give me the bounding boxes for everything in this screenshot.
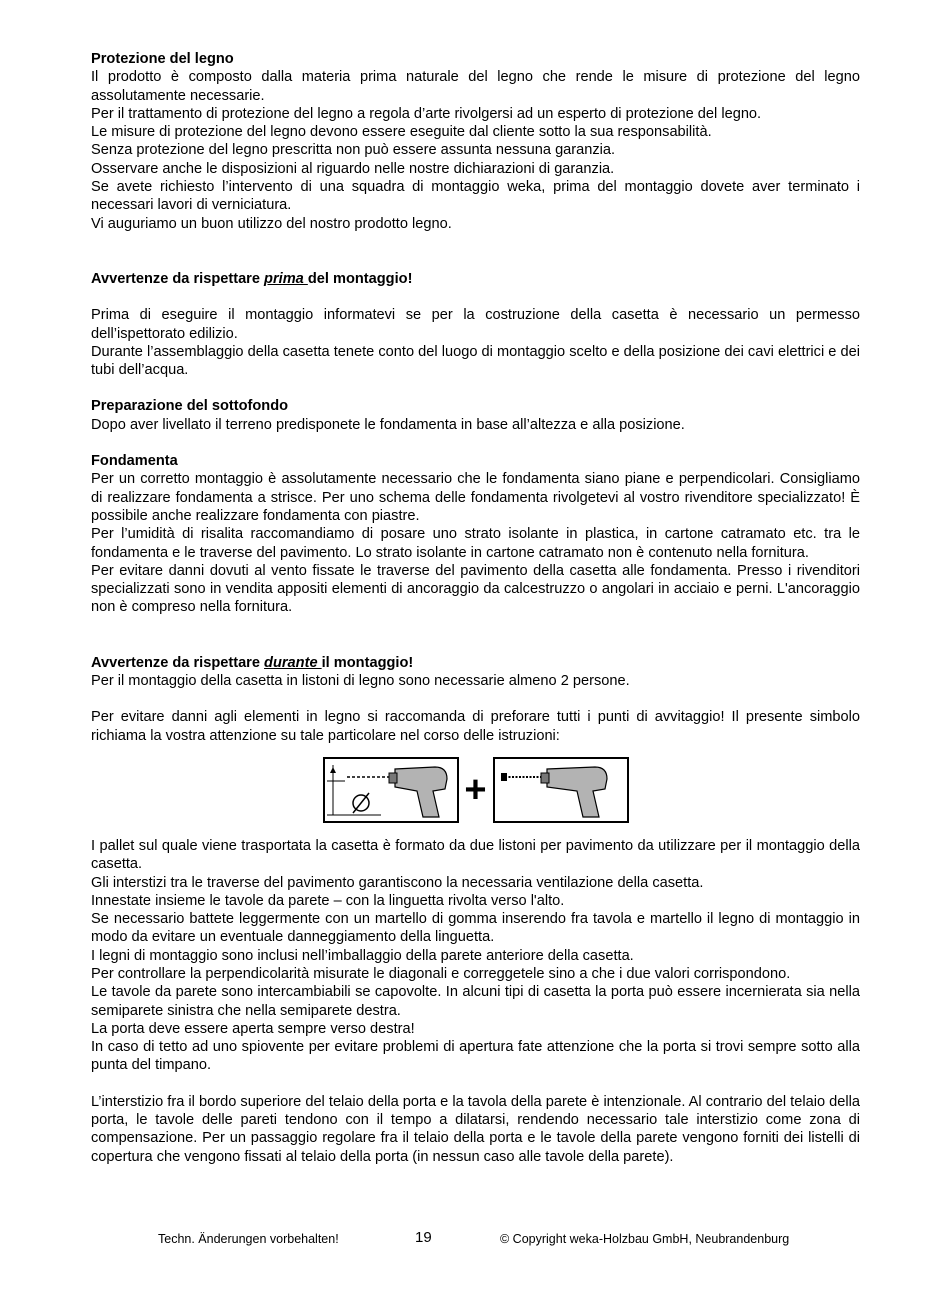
plus-sign: + xyxy=(464,768,487,811)
paragraph: In caso di tetto ad uno spiovente per evitare problemi di apertura fate attenzione che la porta si trovi sempre sotto alla punta del timpano. xyxy=(91,1039,860,1074)
paragraph: Durante l’assemblaggio della casetta tenete conto del luogo di montaggio scelto e della posizione dei cavi elettrici e dei tubi dell’acqua. xyxy=(91,343,860,379)
section-heading-foundation: Fondamenta xyxy=(91,453,178,470)
footer-copyright: © Copyright weka-Holzbau GmbH, Neubrandenburg xyxy=(500,1232,790,1246)
paragraph: La porta deve essere aperta sempre verso destra! xyxy=(91,1020,415,1037)
paragraph: Osservare anche le disposizioni al riguardo nelle nostre dichiarazioni di garanzia. xyxy=(91,160,615,177)
paragraph: Per evitare danni dovuti al vento fissate le traverse del pavimento della casetta alle fondamenta. Presso i rivenditori specializzati sono in vendita appositi elementi di ancoraggio da calcestruzzo o angolari in acciaio e perni. L'ancoraggio non è compreso nella fornitura. xyxy=(91,562,860,616)
paragraph: Se necessario battete leggermente con un martello di gomma inserendo fra tavola e martello il legno di montaggio in modo da evitare un eventuale danneggiamento della linguetta. xyxy=(91,911,860,946)
page-footer xyxy=(0,1230,950,1252)
paragraph: Senza protezione del legno prescritta non può essere assunta nessuna garanzia. xyxy=(91,142,616,159)
paragraph: Vi auguriamo un buon utilizzo del nostro prodotto legno. xyxy=(91,215,452,232)
paragraph: Il prodotto è composto dalla materia prima naturale del legno che rende le misure di protezione del legno assolutamente necessarie. xyxy=(91,69,860,104)
paragraph: I legni di montaggio sono inclusi nell’imballaggio della parete anteriore della casetta. xyxy=(91,947,634,964)
document-body xyxy=(91,50,860,1166)
drill-bit-icon xyxy=(323,757,459,823)
paragraph: Per il trattamento di protezione del legno a regola d’arte rivolgersi ad un esperto di protezione del legno. xyxy=(91,105,762,122)
paragraph: Le tavole da parete sono intercambiabili se capovolte. In alcuni tipi di casetta la porta può essere incernierata sia nella semiparete sinistra che nella semiparete destra. xyxy=(91,984,860,1019)
section-heading-wood-protection: Protezione del legno xyxy=(91,51,234,67)
paragraph: Le misure di protezione del legno devono essere eseguite dal cliente sotto la sua responsabilità. xyxy=(91,124,712,141)
paragraph: Innestate insieme le tavole da parete – con la linguetta rivolta verso l'alto. xyxy=(91,892,565,909)
paragraph: Per controllare la perpendicolarità misurate le diagonali e correggetele sino a che i due valori corrispondono. xyxy=(91,965,791,982)
paragraph: Dopo aver livellato il terreno predisponete le fondamenta in base all’altezza e alla posizione. xyxy=(91,416,685,433)
paragraph: Per un corretto montaggio è assolutamente necessario che le fondamenta siano piane e perpendicolari. Consigliamo di realizzare fondamenta a strisce. Per uno schema delle fondamenta rivolgetevi al vostro rivenditore specializzato! È possibile anche realizzare fondamenta con piastre. xyxy=(91,471,860,524)
paragraph: Se avete richiesto l’intervento di una squadra di montaggio weka, prima del montaggio dovete aver terminato i necessari lavori di verniciatura. xyxy=(91,179,860,214)
footer-disclaimer: Techn. Änderungen vorbehalten! xyxy=(158,1232,339,1246)
paragraph: Per l’umidità di risalita raccomandiamo di posare uno strato isolante in plastica, in cartone catramato etc. tra le fondamenta e le traverse del pavimento. Lo strato isolante in cartone catramato non è contenuto nella fornitura. xyxy=(91,526,860,561)
paragraph: L’interstizio fra il bordo superiore del telaio della porta e la tavola della parete è intenzionale. Al contrario del telaio della porta, le tavole delle pareti tendono con il tempo a dilatarsi, rendendo necessario tale interstizio come zona di compensazione. Per un passaggio regolare fra il telaio della porta e le tavole della parete vengono forniti dei listelli di copertura che vengono fissati al telaio della porta (in nessun caso alle tavole della parete). xyxy=(91,1093,860,1165)
paragraph: I pallet sul quale viene trasportata la casetta è formato da due listoni per pavimento da utilizzare per il montaggio della casetta. xyxy=(91,837,860,873)
paragraph: Per il montaggio della casetta in listoni di legno sono necessarie almeno 2 persone. xyxy=(91,673,630,690)
paragraph: Gli interstizi tra le traverse del pavimento garantiscono la necessaria ventilazione della casetta. xyxy=(91,874,704,891)
screwdriver-icon xyxy=(493,757,629,823)
section-heading-during-assembly: Avvertenze da rispettare durante il montaggio! xyxy=(91,654,414,671)
section-heading-before-assembly: Avvertenze da rispettare prima del montaggio! xyxy=(91,270,413,287)
paragraph: Prima di eseguire il montaggio informatevi se per la costruzione della casetta è necessario un permesso dell’ispettorato edilizio. xyxy=(91,307,860,342)
paragraph: Per evitare danni agli elementi in legno si raccomanda di preforare tutti i punti di avvitaggio! Il presente simbolo richiama la vostra attenzione su tale particolare nel corso delle istruzioni: xyxy=(91,709,860,744)
predrill-symbol xyxy=(91,755,860,825)
section-heading-subsoil: Preparazione del sottofondo xyxy=(91,398,289,415)
page-number: 19 xyxy=(415,1229,432,1246)
